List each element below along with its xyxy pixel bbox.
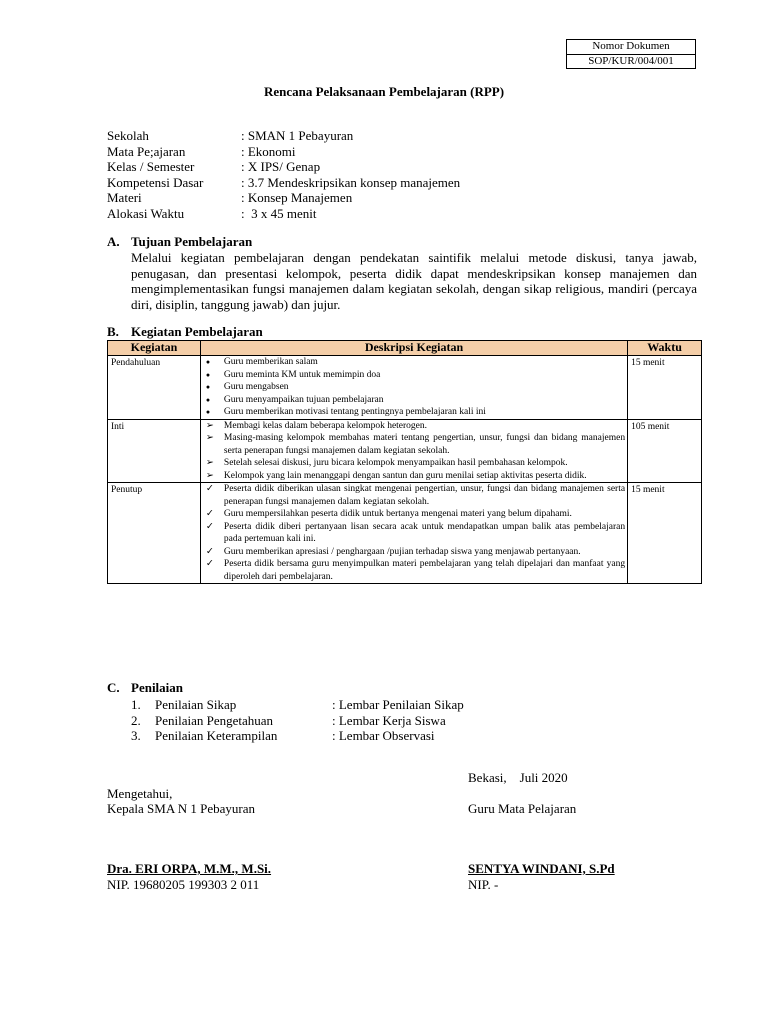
activity-list <box>204 356 625 419</box>
info-label: Materi <box>107 190 142 205</box>
list-item: ✓ Peserta didik diberikan ulasan singkat mengenai pengertian, unsur, fungsi dan bidang manajemen serta penerapan fungsi manajemen dalam kegiatan sekolah. <box>205 484 626 507</box>
info-row-mapel <box>107 144 460 160</box>
cell-waktu: 15 menit <box>628 356 702 420</box>
info-label: Alokasi Waktu <box>107 205 185 221</box>
section-a-heading <box>107 234 252 250</box>
check-bullet-icon: ✓ <box>205 521 214 532</box>
section-number: B. <box>107 324 119 339</box>
section-title: Kegiatan Pembelajaran <box>131 324 263 339</box>
identity-info <box>107 128 460 221</box>
cell-kegiatan: Inti <box>108 419 201 483</box>
cell-deskripsi <box>200 483 627 584</box>
info-value: : Konsep Manajemen <box>241 190 353 205</box>
arrow-bullet-icon: ➢ <box>205 458 214 468</box>
info-value: : 3 x 45 menit <box>241 205 317 221</box>
info-row-kd <box>107 175 460 191</box>
list-item: 2. Penilaian Pengetahuan : Lembar Kerja Siswa <box>131 712 446 728</box>
kegiatan-table <box>107 340 702 584</box>
table-row-inti <box>108 419 702 483</box>
info-row-materi <box>107 190 460 206</box>
document-number-label: Nomor Dokumen <box>592 40 670 52</box>
teacher-role: Guru Mata Pelajaran <box>468 801 577 816</box>
bullet-icon: ● <box>205 395 211 404</box>
cell-kegiatan: Penutup <box>108 483 201 584</box>
header-waktu: Waktu <box>628 341 702 356</box>
section-title: Tujuan Pembelajaran <box>131 234 253 249</box>
arrow-bullet-icon: ➢ <box>205 433 214 443</box>
list-item: ● Guru memberikan motivasi tentang pentingnya pembelajaran kali ini <box>205 407 486 417</box>
cell-deskripsi <box>200 419 627 483</box>
arrow-bullet-icon: ➢ <box>205 420 214 431</box>
penilaian-list <box>131 697 464 744</box>
info-value: : SMAN 1 Pebayuran <box>241 128 354 143</box>
bullet-icon: ● <box>205 358 211 366</box>
section-number: A. <box>107 234 120 249</box>
document-number-box <box>566 39 696 69</box>
info-value: : Ekonomi <box>241 143 296 159</box>
check-bullet-icon: ✓ <box>205 509 214 519</box>
info-row-alokasi <box>107 206 460 222</box>
list-item: ✓ Guru mempersilahkan peserta didik untuk bertanya mengenai materi yang belum dipahami. <box>205 509 572 519</box>
info-row-kelas <box>107 159 460 175</box>
table-header-row <box>108 341 702 356</box>
list-item: ➢ Membagi kelas dalam beberapa kelompok heterogen. <box>205 420 428 431</box>
teacher-name: SENTYA WINDANI, S.Pd <box>468 861 615 876</box>
cell-deskripsi <box>200 356 627 420</box>
list-item: ➢ Masing-masing kelompok membahas materi tentang pengertian, unsur, fungsi dan bidang manajemen serta penerapan fungsi manajemen dalam kegiatan sekolah. <box>205 433 626 456</box>
document-number-value: SOP/KUR/004/001 <box>567 54 695 68</box>
activity-list <box>204 483 625 583</box>
principal-role: Kepala SMA N 1 Pebayuran <box>107 801 256 816</box>
bullet-icon: ● <box>205 370 211 379</box>
list-item: ➢ Setelah selesai diskusi, juru bicara kelompok menyampaikan hasil pembahasan kelompok. <box>205 458 568 468</box>
info-label: Mata Pe;ajaran <box>107 143 186 159</box>
list-item: ● Guru memberikan salam <box>205 357 318 367</box>
check-bullet-icon: ✓ <box>205 559 214 569</box>
check-bullet-icon: ✓ <box>205 546 214 557</box>
header-kegiatan: Kegiatan <box>108 341 201 356</box>
list-item: ✓ Peserta didik bersama guru menyimpulkan materi pembelajaran yang telah dipelajari dan manfaat yang diperoleh dari pembelajaran. <box>205 559 626 582</box>
tujuan-paragraph: Melalui kegiatan pembelajaran dengan pendekatan saintifik melalui metode diskusi, tanya jawab, penugasan, dan presentasi kelompok, peserta didik dapat mendeskripsikan konsep manajemen dan mengimplementasikan fungsi manajemen dalam kegiatan sekolah, dengan sikap religious, mandiri (percaya diri, disiplin, tanggung jawab) dan jujur. <box>131 250 697 312</box>
cell-kegiatan: Pendahuluan <box>108 356 201 420</box>
mengetahui-label: Mengetahui, <box>107 786 173 801</box>
info-label: Kompetensi Dasar <box>107 174 204 190</box>
list-item: 3. Penilaian Keterampilan : Lembar Observasi <box>131 728 435 743</box>
bullet-icon: ● <box>205 408 211 416</box>
info-value: : X IPS/ Genap <box>241 159 321 174</box>
list-item: ➢ Kelompok yang lain menanggapi dengan santun dan guru menilai setiap aktivitas peserta didik. <box>205 470 587 481</box>
table-row-penutup <box>108 483 702 584</box>
header-deskripsi: Deskripsi Kegiatan <box>200 341 627 356</box>
section-b-heading <box>107 324 263 340</box>
principal-name: Dra. ERI ORPA, M.M., M.Si. <box>107 861 272 876</box>
info-label: Sekolah <box>107 128 149 143</box>
principal-nip: NIP. 19680205 199303 2 011 <box>107 877 260 892</box>
list-item: ● Guru meminta KM untuk memimpin doa <box>205 369 381 380</box>
activity-list <box>204 420 625 483</box>
section-title: Penilaian <box>131 680 184 695</box>
list-item: 1. Penilaian Sikap : Lembar Penilaian Sikap <box>131 697 464 712</box>
info-label: Kelas / Semester <box>107 159 195 174</box>
section-c-heading <box>107 680 183 696</box>
cell-waktu: 105 menit <box>628 419 702 483</box>
table-row-pendahuluan <box>108 356 702 420</box>
section-number: C. <box>107 680 120 695</box>
info-row-sekolah <box>107 128 460 144</box>
arrow-bullet-icon: ➢ <box>205 470 214 481</box>
bullet-icon: ● <box>205 383 211 391</box>
list-item: ● Guru menyampaikan tujuan pembelajaran <box>205 394 384 405</box>
place-date: Bekasi, Juli 2020 <box>468 770 568 785</box>
list-item: ● Guru mengabsen <box>205 382 289 392</box>
list-item: ✓ Guru memberikan apresiasi / penghargaan /pujian terhadap siswa yang menjawab pertanyaan. <box>205 546 581 557</box>
cell-waktu: 15 menit <box>628 483 702 584</box>
page-title: Rencana Pelaksanaan Pembelajaran (RPP) <box>263 84 505 99</box>
list-item: ✓ Peserta didik diberi pertanyaan lisan secara acak untuk mendapatkan umpan balik atas pembelajaran pada pertemuan kali ini. <box>205 521 626 544</box>
check-bullet-icon: ✓ <box>205 484 214 494</box>
info-value: : 3.7 Mendeskripsikan konsep manajemen <box>241 174 461 190</box>
teacher-nip: NIP. - <box>468 877 499 892</box>
